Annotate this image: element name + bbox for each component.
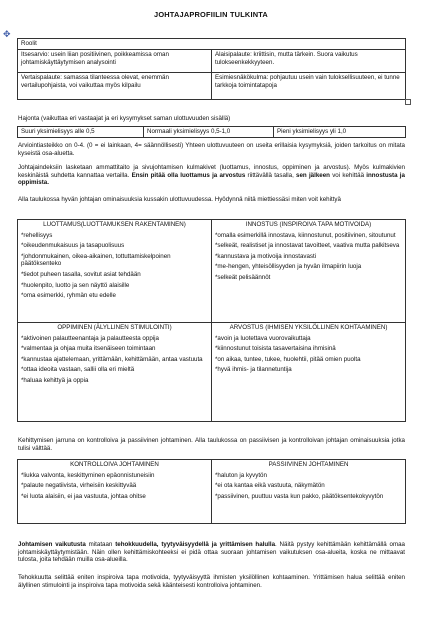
- list-item: *kannustaa ajattelemaan, yrittämään, kehittämään, antaa vastuuta: [21, 355, 203, 363]
- list-item: *omalla esimerkillä innostava, kiinnostunut, positiivinen, sitoutunut: [215, 231, 396, 239]
- list-item: *kannustava ja motivoija innostavasti: [215, 252, 317, 260]
- roles-subordinate-feedback: Alaisipalaute: kriittisin, mutta tärkein. Suora vaikutus tulokseenkekkyyteen.: [212, 50, 406, 73]
- page-title: JOHTAJAPROFIILIN TULKINTA: [154, 10, 268, 19]
- variance-intro: Hajonta (vaikuttaa eri vastaajat ja eri kysymykset saman ulottuvuuden sisällä): [18, 115, 231, 122]
- list-item: *me-hengen, yhteisöllisyyden ja hyvän ilmapiirin luoja: [215, 263, 362, 271]
- inspiration-cell: [212, 220, 406, 323]
- effect-paragraph: Johtamisen vaikutusta mitataan tehokkuudella, tyytyväisyydellä ja yrittämisen halulla. Näitä pystyy kehittämään kehittämällä omaa johtamiskäyttäytymistään. Näin ollen kehittämiskohteeksi ei pidä ottaa suoraan johtamisen vaikutuksen osa-alueita, koska ne mittaavat tulosta, joita tehdään muilla osa-alueilla.: [18, 541, 405, 564]
- final-paragraph: Tehokkuutta selittää eniten inspiroiva tapa motivoida, tyytyväisyyttä ihmisten yksilöllinen kohtaaminen. Yrittämisen halua selittää eniten älyllinen stimulointi ja inspiroiva tapa motivoida sekä käänteisesti kontrolloiva johtaminen.: [18, 574, 405, 589]
- list-item: *johdonmukainen, oikea-aikainen, tottuttamiskelpoinen päätöksenteko: [21, 252, 171, 268]
- respect-header: ARVOSTUS (IHMISEN YKSILÖLLINEN KOHTAAMINEN): [229, 324, 388, 331]
- table-resize-handle[interactable]: [405, 99, 411, 105]
- controlling-cell: [18, 460, 212, 524]
- inspiration-header: INNOSTUS (INSPIROIVA TAPA MOTIVOIDA): [245, 221, 372, 228]
- leadership-qualities-table: [17, 219, 406, 422]
- list-item: *ei ota kantaa eikä vastuuta, näkymätön: [215, 482, 325, 490]
- list-item: *avoin ja luotettava vuorovaikuttaja: [215, 334, 311, 342]
- roles-manager-view: Esimiesnäkökulma: pohjautuu usein vain tuloksellisuuteen, ei tunne tarkkoja toimintatapoja: [212, 73, 406, 100]
- list-item: *ottaa ideoita vastaan, sallii olla eri mieltä: [21, 366, 135, 374]
- list-item: *on aikaa, tuntee, tukee, huolehtii, pitää omien puolta: [215, 355, 361, 363]
- list-item: *selkeät pelisäännöt: [215, 273, 271, 281]
- list-item: *haluaa kehittyä ja oppia: [21, 376, 89, 384]
- variance-normal: Normaali yksimielisyys 0,5-1,0: [144, 127, 274, 138]
- list-item: *rehellisyys: [21, 231, 53, 239]
- list-item: *ei luota alaisiin, ei jaa vastuuta, johtaa ohitse: [21, 492, 146, 500]
- learning-header: OPPIMINEN (ÄLYLLINEN STIMULOINTI): [57, 324, 172, 331]
- trust-cell: [18, 220, 212, 323]
- roles-self-assessment: Itsesarvio: usein liian positiivinen, poikkeamissa oman johtamiskäyttäytymisen analysointi: [18, 50, 212, 73]
- passive-header: PASSIIVINEN JOHTAMINEN: [268, 461, 349, 468]
- table-move-handle-icon[interactable]: ✥: [3, 29, 11, 39]
- list-item: *oikeudenmukaisuus ja tasapuolisuus: [21, 242, 125, 250]
- passive-paragraph: Kehittymisen jarruna on kontrolloiva ja passiivinen johtaminen. Alla taulukossa on passiivisen ja kontrolloivan johtajan ominaisuuksia jotka tulisi välttää.: [18, 437, 405, 452]
- cornerstones-paragraph: Johtajaindeksiin lasketaan ammattitaito ja sivujohtamisen kulmakivet (luottamus, innostus, oppiminen ja arvostus). Myös kulmakivien keskinäistä suhdetta kannattaa vertailla. Ensin pitää olla luottamus ja arvostus riittävällä tasalla, sen jälkeen voi kehittää innostusta ja oppimista.: [18, 164, 405, 187]
- variance-high: Suuri yksimielisyys alle 0,5: [18, 127, 144, 138]
- list-item: *aktivoinen palautteenantaja ja palautteesta oppija: [21, 334, 159, 342]
- controlling-header: KONTROLLOIVA JOHTAMINEN: [70, 461, 159, 468]
- variance-low: Pieni yksimielisyys yli 1,0: [274, 127, 406, 138]
- list-item: *hyvä ihmis- ja tilannetuntija: [215, 366, 292, 374]
- list-item: *tiedot puheen tasalla, sovitut asiat tehdään: [21, 270, 141, 278]
- respect-cell: [212, 323, 406, 422]
- trust-header: LUOTTAMUS(LUOTTAMUKSEN RAKENTAMINEN): [43, 221, 186, 228]
- negative-leadership-table: [17, 459, 406, 524]
- roles-peer-feedback: Vertaispalaute: samassa tilanteessa olevat, enemmän vertailupohjaista, voi vaikuttaa myös kilpailu: [18, 73, 212, 100]
- variance-table: [17, 126, 406, 138]
- list-item: *kiinnostunut toisista tasavertaisina ihmisinä: [215, 345, 336, 353]
- list-item: *oma esimerkki, ryhmän etu edelle: [21, 292, 116, 300]
- list-item: *haluton ja kyvytön: [215, 471, 267, 479]
- roles-table: [17, 38, 406, 100]
- scale-paragraph: Arviointiasteikko on 0-4. (0 = ei lainkaan, 4= säännöllisesti) Yhteen ulottuvuuteen on useita erillaisia kysymyksiä, joiden tarkoitus on mitata kyseistä osa-aluetta.: [18, 142, 405, 157]
- list-item: *huolenpito, luotto ja sen näyttö alaisille: [21, 281, 130, 289]
- list-item: *passiivinen, puuttuu vasta kun pakko, päätöksentekokyvytön: [215, 492, 384, 500]
- roles-header: Roolit: [18, 39, 406, 50]
- list-item: *palaute negatiivista, virheisiin keskittyvää: [21, 482, 137, 490]
- learning-cell: [18, 323, 212, 422]
- list-item: *selkeät, realistiset ja innostavat tavoitteet, vaativa mutta palkitseva: [215, 242, 400, 250]
- list-item: *liukka valvonta, keskittyminen epäonnistuneisiin: [21, 471, 155, 479]
- list-item: *valmentaa ja ohjaa muita itsenäiseen toimintaan: [21, 345, 156, 353]
- passive-cell: [212, 460, 406, 524]
- table-intro-paragraph: Alla taulukossa hyvän johtajan ominaisuuksia kussakin ulottuvuudessa. Hyödynnä niitä miettiessäsi miten voit kehittyä: [18, 196, 341, 203]
